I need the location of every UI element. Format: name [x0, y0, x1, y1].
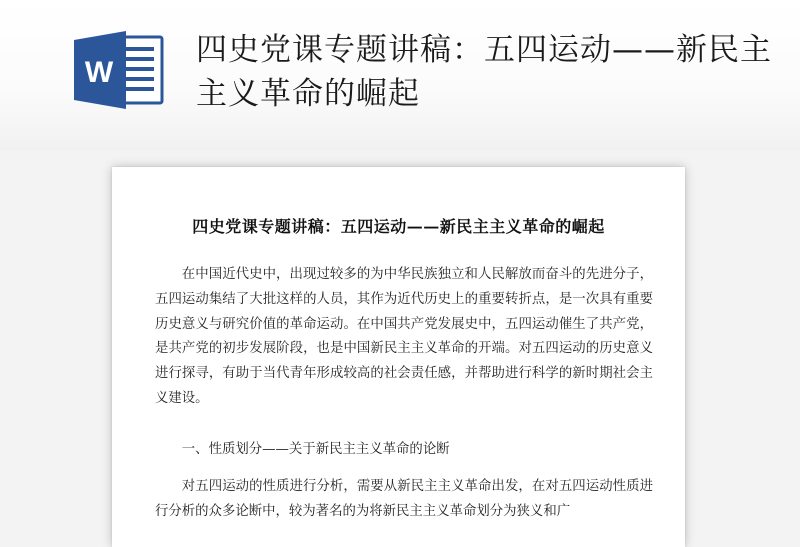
header-banner — [0, 0, 800, 150]
body-paragraph: 对五四运动的性质进行分析，需要从新民主主义革命出发，在对五四运动性质进行分析的众多论断中，较为著名的为将新民主主义革命划分为狭义和广 — [155, 479, 653, 519]
body-paragraph: 在中国近代史中，出现过较多的为中华民族独立和人民解放而奋斗的先进分子，五四运动集结了大批这样的人员，其作为近代历史上的重要转折点，是一次具有重要历史意义与研究价值的革命运动。在中国共产党发展史中，五四运动催生了共产党，是共产党的初步发展阶段，也是中国新民主主义革命的开端。对五四运动的历史意义进行探寻，有助于当代青年形成较高的社会责任感，并帮助进行科学的新时期社会主义建设。 — [155, 267, 653, 406]
word-icon-letter: W — [84, 56, 114, 89]
word-document-icon — [74, 31, 164, 109]
section-heading: 一、性质划分——关于新民主主义革命的论断 — [181, 442, 450, 457]
document-page — [112, 167, 685, 547]
document-title: 四史党课专题讲稿：五四运动——新民主主义革命的崛起 — [192, 217, 605, 236]
banner-title: 四史党课专题讲稿：五四运动——新民主主义革命的崛起 — [196, 32, 772, 112]
